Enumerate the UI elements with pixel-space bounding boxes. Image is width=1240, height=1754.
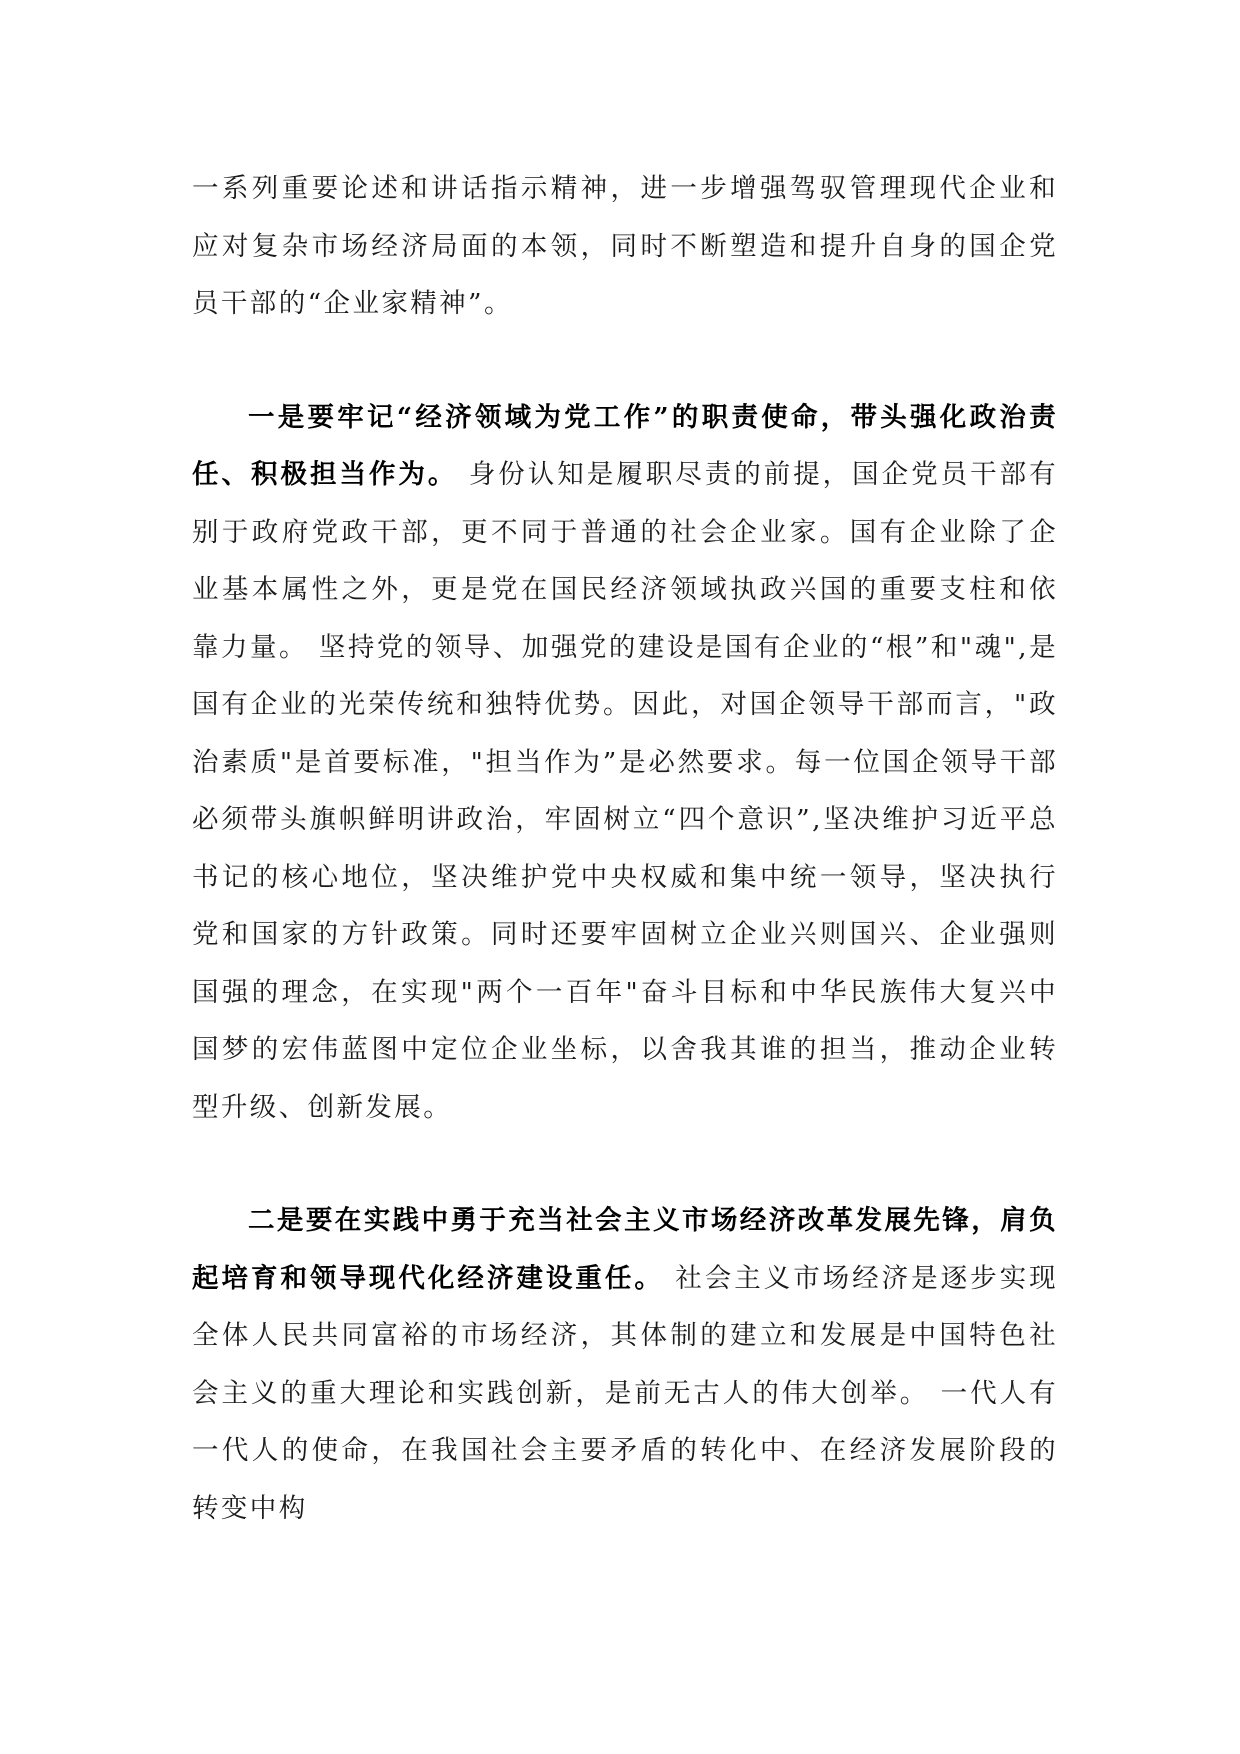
paragraph-3-heading: 二是要在实践中勇于充当社会主义市场经济改革发展先锋，肩负起培育和领导现代化经济建设重任。: [192, 1205, 1058, 1294]
paragraph-spacer: [192, 333, 1058, 389]
paragraph-point-two: [192, 1192, 1058, 1537]
document-body: [192, 160, 1058, 1537]
paragraph-continuation: [192, 160, 1058, 333]
paragraph-2-text: 身份认知是履职尽责的前提，国企党员干部有别于政府党政干部，更不同于普通的社会企业家。国有企业除了企业基本属性之外，更是党在国民经济领域执政兴国的重要支柱和依靠力量。 坚持党的领导、加强党的建设是国有企业的“根”和"魂",是国有企业的光荣传统和独特优势。因此，对国企领导干部而言，"政治素质"是首要标准，"担当作为”是必然要求。每一位国企领导干部必须带头旗帜鲜明讲政治，牢固树立“四个意识”,坚决维护习近平总书记的核心地位，坚决维护党中央权威和集中统一领导，坚决执行党和国家的方针政策。同时还要牢固树立企业兴则国兴、企业强则国强的理念，在实现"两个一百年"奋斗目标和中华民族伟大复兴中国梦的宏伟蓝图中定位企业坐标，以舍我其谁的担当，推动企业转型升级、创新发展。: [192, 459, 1058, 1123]
paragraph-point-one: [192, 389, 1058, 1137]
paragraph-3-text: 社会主义市场经济是逐步实现全体人民共同富裕的市场经济，其体制的建立和发展是中国特色社会主义的重大理论和实践创新，是前无古人的伟大创举。 一代人有一代人的使命，在我国社会主要矛盾的转化中、在经济发展阶段的转变中构: [192, 1262, 1059, 1524]
paragraph-2-heading: 一是要牢记“经济领域为党工作”的职责使命，带头强化政治责任、积极担当作为。: [192, 401, 1058, 490]
paragraph-spacer: [192, 1136, 1058, 1192]
paragraph-1-text: 一系列重要论述和讲话指示精神，进一步增强驾驭管理现代企业和应对复杂市场经济局面的本领，同时不断塑造和提升自身的国企党员干部的“企业家精神”。: [192, 173, 1058, 319]
